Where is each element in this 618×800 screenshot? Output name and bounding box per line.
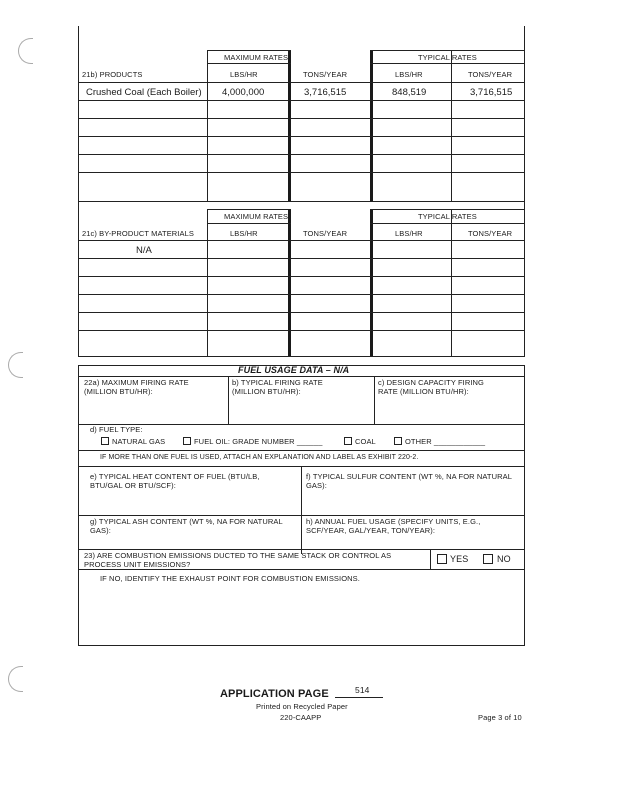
combustion-emissions-question: 23) ARE COMBUSTION EMISSIONS DUCTED TO THE SAME STACK OR CONTROL AS PROCESS UNIT EMISSIONS? [84, 551, 392, 569]
checkbox-other[interactable] [394, 437, 402, 445]
punch-hole-bottom [8, 666, 23, 692]
products-label: 21b) PRODUCTS [82, 70, 143, 79]
punch-hole-middle [8, 352, 23, 378]
form-id: 220-CAAPP [280, 713, 322, 722]
other-label: OTHER ____________ [405, 437, 486, 446]
yes-label: YES [450, 554, 469, 564]
bp-typical-rates-header: TYPICAL RATES [418, 212, 477, 221]
bp-max-rates-header: MAXIMUM RATES [224, 212, 289, 221]
bp-col-max-tons: TONS/YEAR [303, 229, 348, 238]
application-page-label: APPLICATION PAGE [220, 688, 329, 700]
bp-col-typ-tons: TONS/YEAR [468, 229, 513, 238]
col-max-lbs: LBS/HR [230, 70, 258, 79]
col-typ-lbs: LBS/HR [395, 70, 423, 79]
ash-content-label: g) TYPICAL ASH CONTENT (WT %, NA FOR NATURAL GAS): [90, 517, 283, 535]
product-max-tons: 3,716,515 [304, 87, 347, 98]
product-max-lbs: 4,000,000 [222, 87, 265, 98]
checkbox-natural-gas[interactable] [101, 437, 109, 445]
checkbox-no[interactable] [483, 554, 493, 564]
page-of: Page 3 of 10 [478, 713, 522, 722]
col-typ-tons: TONS/YEAR [468, 70, 513, 79]
checkbox-fuel-oil[interactable] [183, 437, 191, 445]
bp-col-typ-lbs: LBS/HR [395, 229, 423, 238]
product-typ-lbs: 848,519 [392, 87, 427, 98]
byproduct-value: N/A [136, 245, 152, 256]
natural-gas-label: NATURAL GAS [112, 437, 166, 446]
product-name: Crushed Coal (Each Boiler) [86, 87, 202, 98]
bp-col-max-lbs: LBS/HR [230, 229, 258, 238]
sulfur-content-label: f) TYPICAL SULFUR CONTENT (WT %, NA FOR NATURAL GAS): [306, 472, 512, 490]
multiple-fuel-note: IF MORE THAN ONE FUEL IS USED, ATTACH AN EXPLANATION AND LABEL AS EXHIBIT 220-2. [100, 454, 419, 461]
no-label: NO [497, 554, 511, 564]
exhaust-point-instruction: IF NO, IDENTIFY THE EXHAUST POINT FOR COMBUSTION EMISSIONS. [100, 574, 360, 583]
punch-hole-top [18, 38, 33, 64]
fuel-oil-label: FUEL OIL: GRADE NUMBER ______ [194, 437, 323, 446]
fuel-type-label: d) FUEL TYPE: [90, 425, 143, 434]
byproducts-label: 21c) BY-PRODUCT MATERIALS [82, 229, 194, 238]
product-typ-tons: 3,716,515 [470, 87, 513, 98]
design-capacity-label: c) DESIGN CAPACITY FIRING RATE (MILLION BTU/HR): [378, 378, 484, 396]
heat-content-label: e) TYPICAL HEAT CONTENT OF FUEL (BTU/LB, BTU/GAL OR BTU/SCF): [90, 472, 260, 490]
fuel-usage-title: FUEL USAGE DATA – N/A [238, 365, 350, 375]
typical-firing-rate-label: b) TYPICAL FIRING RATE (MILLION BTU/HR): [232, 378, 323, 396]
checkbox-yes[interactable] [437, 554, 447, 564]
annual-fuel-usage-label: h) ANNUAL FUEL USAGE (SPECIFY UNITS, E.G., SCF/YEAR, GAL/YEAR, TON/YEAR): [306, 517, 481, 535]
max-rates-header: MAXIMUM RATES [224, 53, 289, 62]
recycled-paper-note: Printed on Recycled Paper [256, 702, 348, 711]
checkbox-coal[interactable] [344, 437, 352, 445]
coal-label: COAL [355, 437, 376, 446]
typical-rates-header: TYPICAL RATES [418, 53, 477, 62]
application-page-number: 514 [355, 685, 370, 695]
max-firing-rate-label: 22a) MAXIMUM FIRING RATE (MILLION BTU/HR): [84, 378, 189, 396]
col-max-tons: TONS/YEAR [303, 70, 348, 79]
